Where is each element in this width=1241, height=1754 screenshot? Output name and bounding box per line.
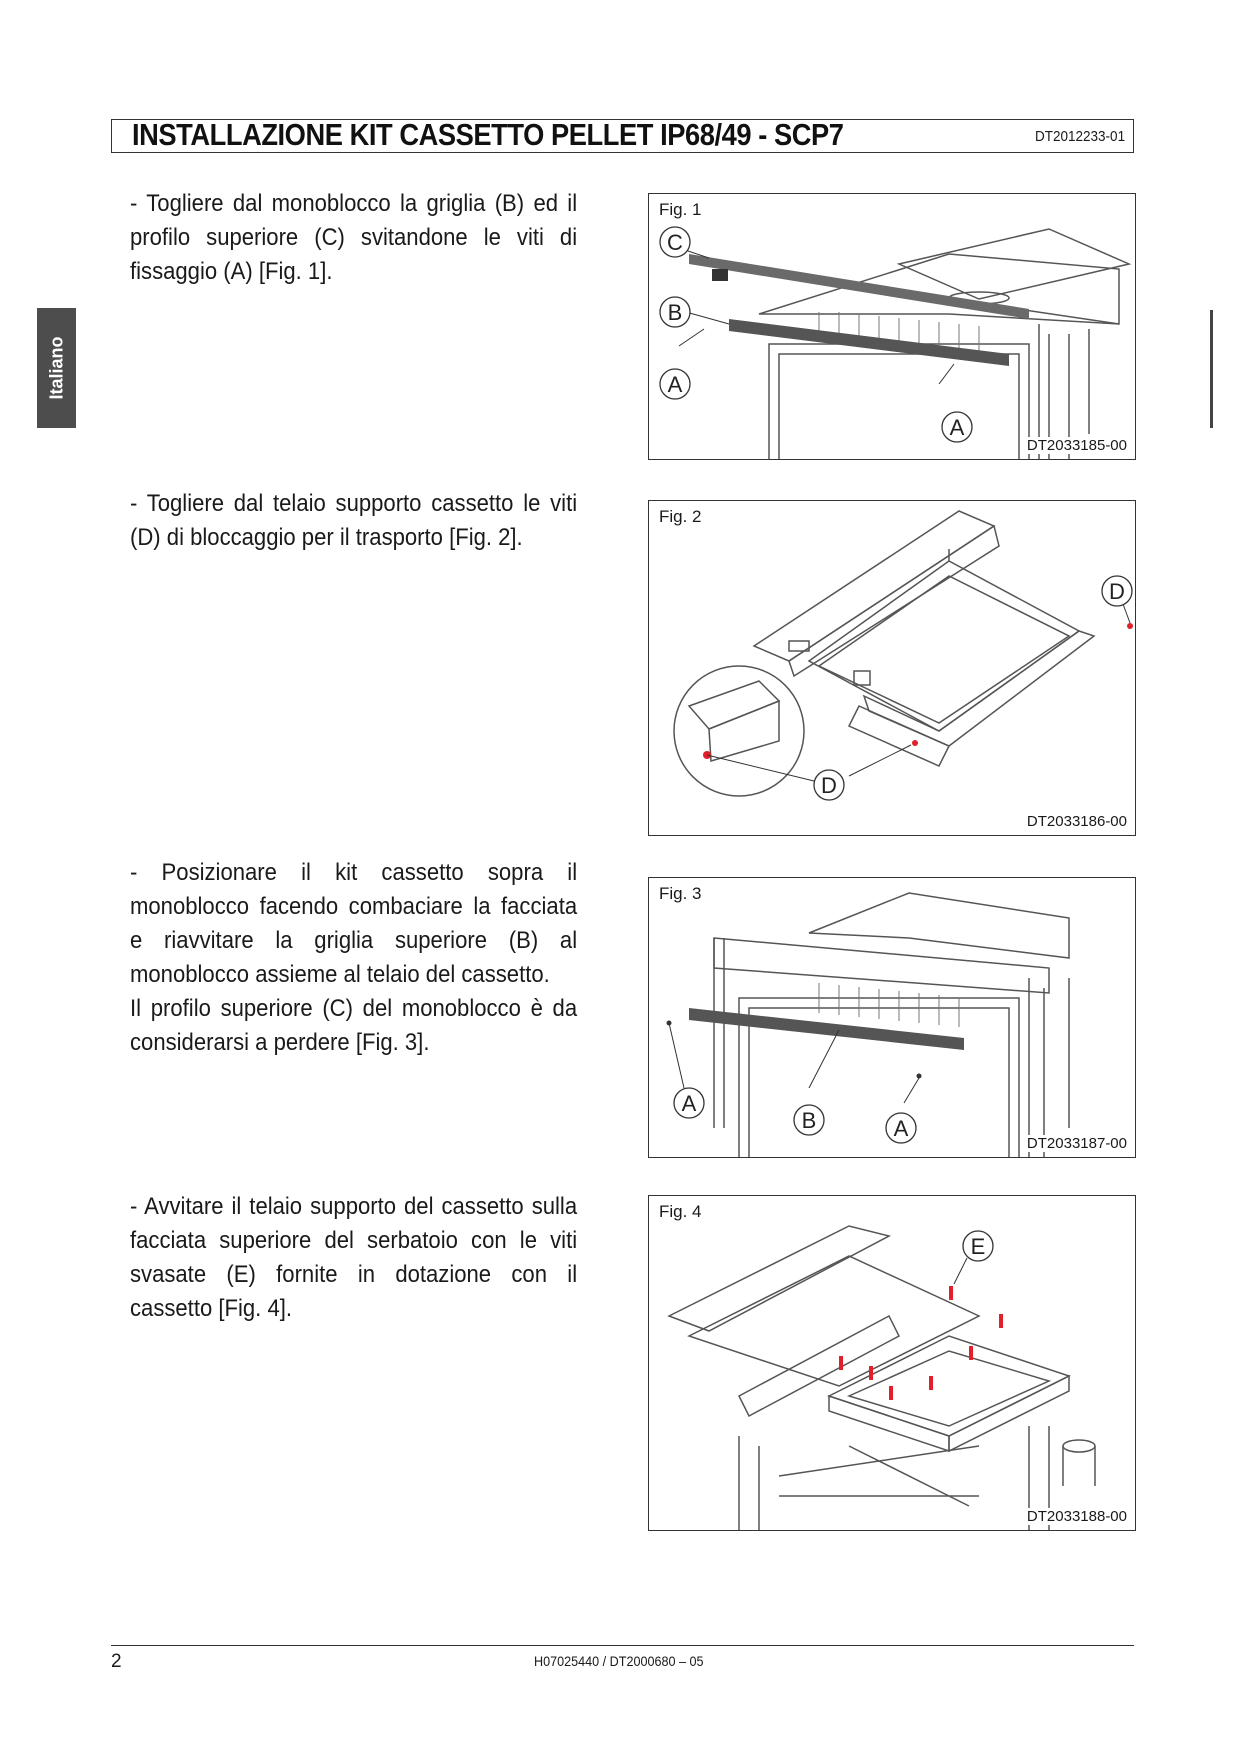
figure-2-label: Fig. 2 xyxy=(659,507,702,526)
callout-e: E xyxy=(970,1234,986,1259)
page-header xyxy=(111,119,1134,153)
figure-3-drawing xyxy=(649,878,1136,1158)
figure-1 xyxy=(648,193,1136,460)
step-3-note: Il profilo superiore (C) del monoblocco è da considerarsi a perdere [Fig. 3]. xyxy=(130,995,578,1056)
figure-4-label: Fig. 4 xyxy=(659,1202,702,1221)
figure-1-drawing xyxy=(649,194,1136,460)
step-1-paragraph: - Togliere dal monoblocco la griglia (B) ed il profilo superiore (C) svitandone le viti di fissaggio (A) [Fig. 1]. xyxy=(130,190,578,285)
language-tab xyxy=(37,308,76,428)
page-number: 2 xyxy=(111,1651,122,1672)
figure-2-drawing xyxy=(649,501,1136,836)
footer-divider xyxy=(111,1645,1134,1646)
figure-3-label: Fig. 3 xyxy=(659,884,702,903)
callout-c: C xyxy=(667,230,683,255)
figure-2 xyxy=(648,500,1136,836)
header-doc-code: DT2012233-01 xyxy=(1034,128,1125,145)
step-3-paragraph: - Posizionare il kit cassetto sopra il monoblocco facendo combaciare la facciata e riavvitare la griglia superiore (B) al monoblocco assieme al telaio del cassetto. xyxy=(130,859,578,988)
callout-a-left: A xyxy=(681,1091,697,1116)
figure-1-code: DT2033185-00 xyxy=(1026,437,1127,454)
margin-marker xyxy=(1210,310,1213,428)
figure-4-code: DT2033188-00 xyxy=(1026,1508,1127,1525)
callout-d-upper: D xyxy=(1109,579,1125,604)
step-2-paragraph: - Togliere dal telaio supporto cassetto le viti (D) di bloccaggio per il trasporto [Fig. 2]. xyxy=(130,490,578,551)
step-1-text xyxy=(130,187,577,289)
page-title: INSTALLAZIONE KIT CASSETTO PELLET IP68/49 - SCP7 xyxy=(132,117,844,152)
step-3-text xyxy=(130,856,577,1060)
callout-b: B xyxy=(801,1108,817,1133)
step-2-text xyxy=(130,487,577,555)
figure-2-code: DT2033186-00 xyxy=(1026,813,1127,830)
figure-4-drawing xyxy=(649,1196,1136,1531)
callout-b: B xyxy=(667,300,683,325)
footer-doc-ref: H07025440 / DT2000680 – 05 xyxy=(534,1653,704,1669)
callout-a-right: A xyxy=(949,415,965,440)
step-4-text xyxy=(130,1190,577,1326)
callout-a-left: A xyxy=(667,372,683,397)
figure-3 xyxy=(648,877,1136,1158)
callout-a-right: A xyxy=(893,1116,909,1141)
figure-4 xyxy=(648,1195,1136,1531)
figure-1-label: Fig. 1 xyxy=(659,200,702,219)
callout-d-lower: D xyxy=(821,773,837,798)
figure-3-code: DT2033187-00 xyxy=(1026,1135,1127,1152)
language-label: Italiano xyxy=(46,336,66,400)
step-4-paragraph: - Avvitare il telaio supporto del cassetto sulla facciata superiore del serbatoio con le viti svasate (E) fornite in dotazione con il cassetto [Fig. 4]. xyxy=(130,1193,578,1322)
